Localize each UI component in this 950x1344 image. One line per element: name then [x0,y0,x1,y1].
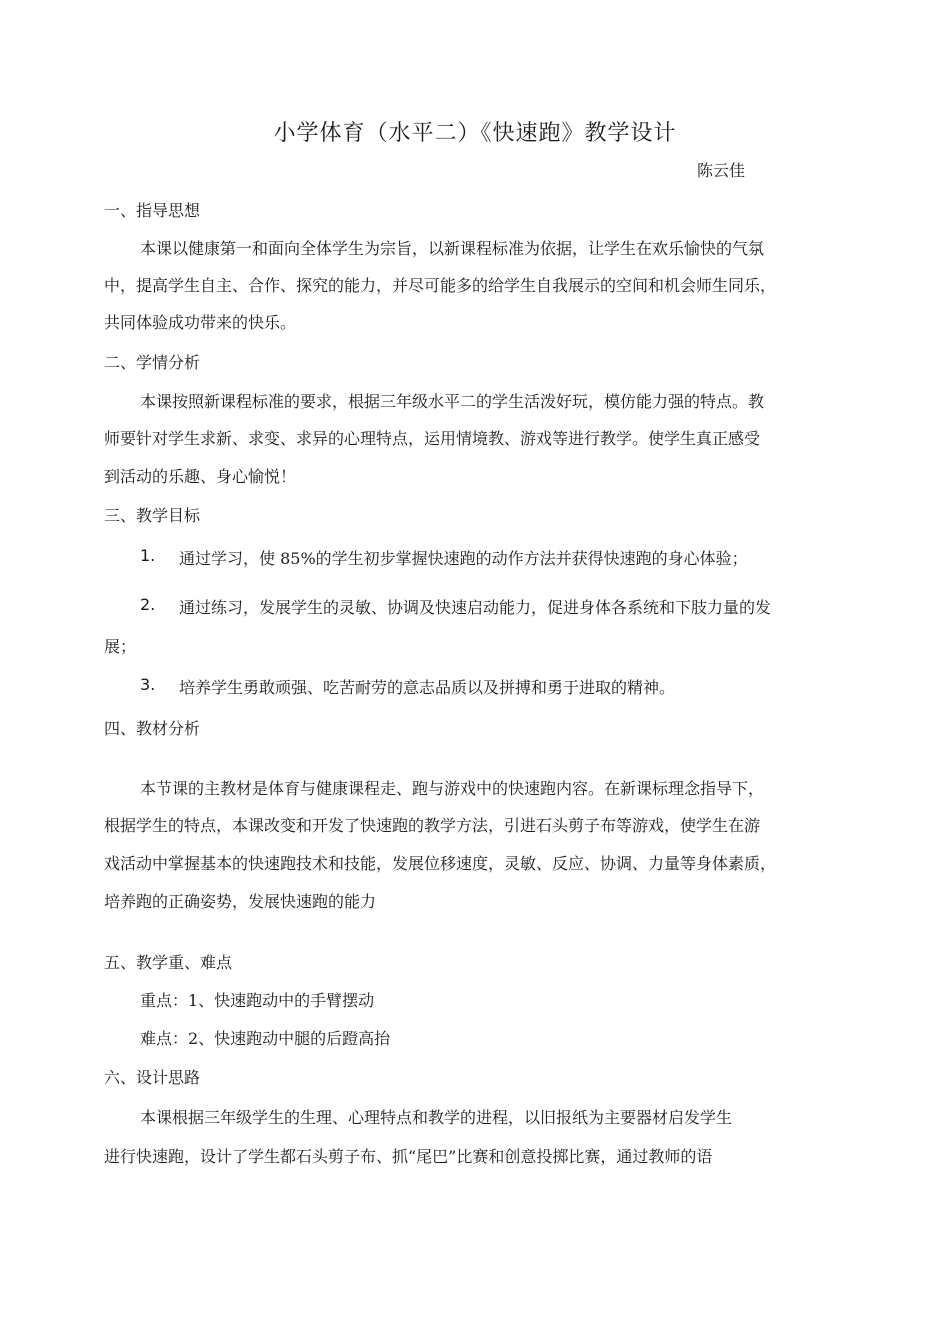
section3-heading: 三、教学目标 [104,506,201,525]
section6-heading: 六、设计思路 [104,1068,201,1087]
section2-heading: 二、学情分析 [104,353,201,372]
objective-2-continuation: 展； [104,637,137,656]
section4-heading: 四、教材分析 [104,719,201,738]
section4-line-2: 根据学生的特点，本课改变和开发了快速跑的教学方法，引进石头剪子布等游戏，使学生在游 [104,816,761,835]
section6-line-2: 进行快速跑，设计了学生都石头剪子布、抓“尾巴”比赛和创意投掷比赛，通过教师的语 [104,1147,713,1166]
section6-line-1: 本课根据三年级学生的生理、心理特点和教学的进程，以旧报纸为主要器材启发学生 [140,1108,733,1127]
section1-line-3: 共同体验成功带来的快乐。 [104,313,297,332]
section4-line-4: 培养跑的正确姿势，发展快速跑的能力 [104,892,377,911]
objective-2-number: 2. [140,595,156,614]
section5-heading: 五、教学重、难点 [104,953,233,972]
key-point: 重点：1、快速跑动中的手臂摆动 [140,991,375,1010]
objective-1-number: 1. [140,546,156,565]
difficult-point: 难点：2、快速跑动中腿的后蹬高抬 [140,1029,391,1048]
section4-line-3: 戏活动中掌握基本的快速跑技术和技能，发展位移速度，灵敏、反应、协调、力量等身体素质， [104,854,777,873]
section2-line-2: 师要针对学生求新、求变、求异的心理特点，运用情境教、游戏等进行教学。使学生真正感受 [104,429,761,448]
section2-line-1: 本课按照新课程标准的要求，根据三年级水平二的学生活泼好玩，模仿能力强的特点。教 [140,392,765,411]
section2-line-3: 到活动的乐趣、身心愉悦！ [104,467,297,486]
section1-line-2: 中，提高学生自主、合作、探究的能力，并尽可能多的给学生自我展示的空间和机会师生同乐， [104,276,777,295]
objective-3-number: 3. [140,675,156,694]
section1-heading: 一、指导思想 [104,201,201,220]
objective-2-text: 通过练习，发展学生的灵敏、协调及快速启动能力，促进身体各系统和下肢力量的发 [179,598,772,617]
author-name: 陈云佳 [697,161,746,180]
document-title: 小学体育（水平二）《快速跑》教学设计 [273,121,677,146]
section1-line-1: 本课以健康第一和面向全体学生为宗旨，以新课程标准为依据，让学生在欢乐愉快的气氛 [140,239,765,258]
section4-line-1: 本节课的主教材是体育与健康课程走、跑与游戏中的快速跑内容。在新课标理念指导下， [140,779,765,798]
objective-3-text: 培养学生勇敢顽强、吃苦耐劳的意志品质以及拼搏和勇于进取的精神。 [179,678,676,697]
objective-1-text: 通过学习，使 85%的学生初步掌握快速跑的动作方法并获得快速跑的身心体验； [179,549,748,568]
